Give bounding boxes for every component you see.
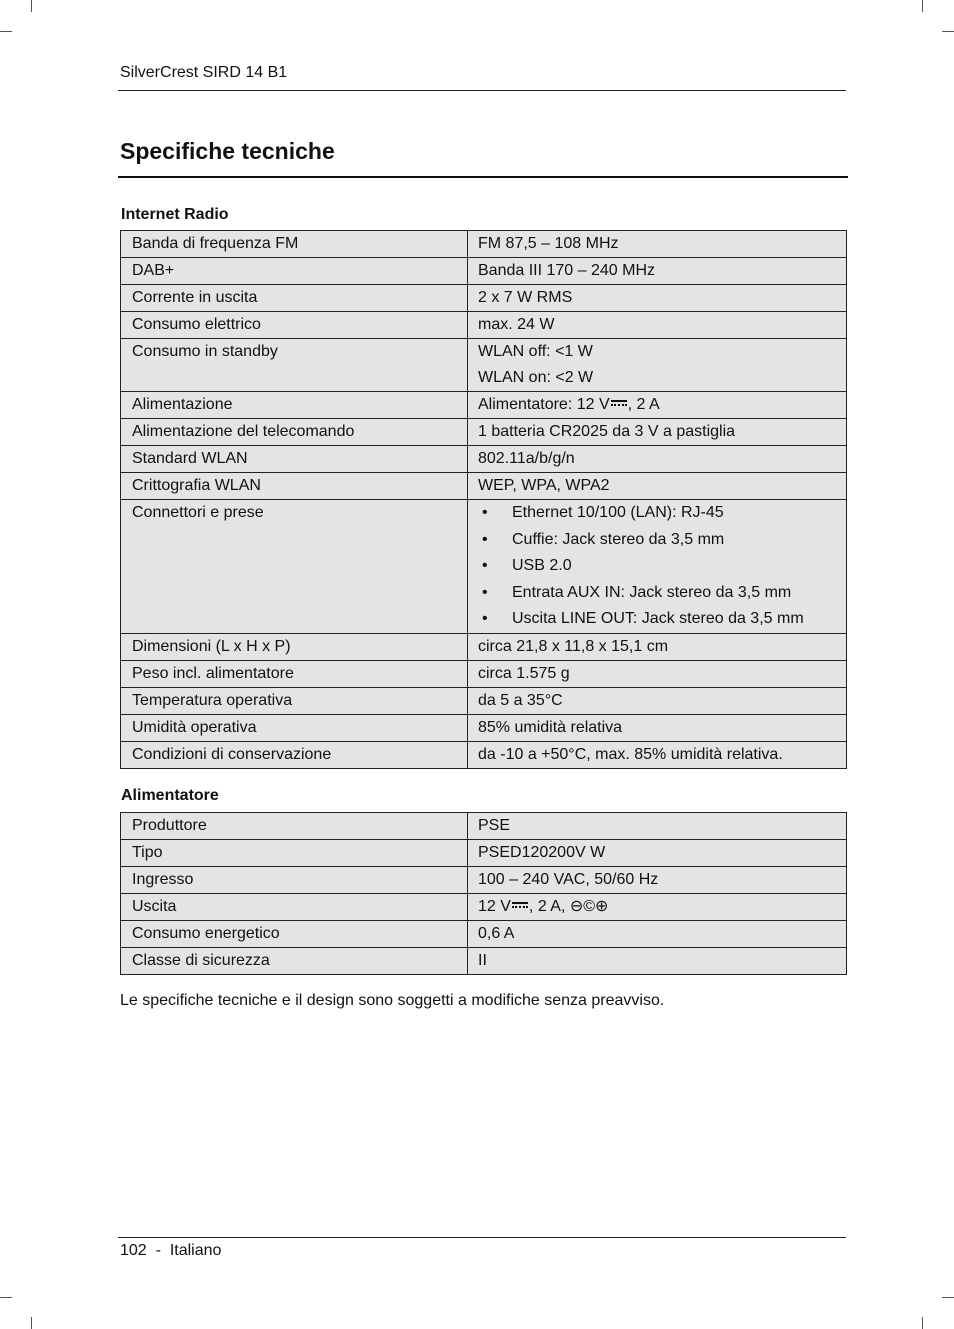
spec-value: 802.11a/b/g/n (468, 446, 847, 473)
spec-key: Umidità operativa (121, 714, 468, 741)
table-row (121, 285, 847, 312)
list-item (478, 527, 836, 554)
list-item-text: Cuffie: Jack stereo da 3,5 mm (512, 530, 725, 548)
table-row (121, 473, 847, 500)
spec-value: PSE (468, 813, 847, 840)
spec-value: 2 x 7 W RMS (468, 285, 847, 312)
bullet-icon: • (482, 557, 488, 575)
crop-mark (31, 1317, 32, 1329)
spec-value: PSED120200V W (468, 840, 847, 867)
dc-voltage-icon (611, 399, 627, 409)
list-item (478, 500, 836, 527)
spec-key: Condizioni di conservazione (121, 741, 468, 768)
spec-key: Peso incl. alimentatore (121, 660, 468, 687)
spec-value-text: 12 V (478, 898, 511, 915)
spec-key: Crittografia WLAN (121, 473, 468, 500)
spec-key: Tipo (121, 840, 468, 867)
spec-key: Standard WLAN (121, 446, 468, 473)
page-footer (120, 1242, 221, 1260)
bullet-icon: • (482, 530, 488, 548)
bullet-icon: • (482, 583, 488, 601)
page-number: 102 (120, 1242, 147, 1259)
section-label-alimentatore: Alimentatore (121, 787, 219, 804)
list-item (478, 606, 836, 633)
spec-value-line: WLAN on: <2 W (478, 369, 594, 386)
spec-value: da -10 a +50°C, max. 85% umidità relativa. (468, 741, 847, 768)
spec-value (468, 392, 847, 419)
table-row (121, 660, 847, 687)
spec-key: Corrente in uscita (121, 285, 468, 312)
spec-key: Uscita (121, 894, 468, 921)
footer-separator: - (155, 1242, 161, 1259)
table-row (121, 921, 847, 948)
spec-table-internet-radio (120, 230, 847, 769)
spec-key: Banda di frequenza FM (121, 231, 468, 258)
table-row (121, 419, 847, 446)
header-rule (118, 90, 846, 91)
title-rule (118, 176, 848, 178)
spec-key: Alimentazione del telecomando (121, 419, 468, 446)
spec-key: Temperatura operativa (121, 687, 468, 714)
section-label-internet-radio: Internet Radio (121, 206, 229, 223)
spec-value: 85% umidità relativa (468, 714, 847, 741)
table-row (121, 446, 847, 473)
spec-value: circa 1.575 g (468, 660, 847, 687)
spec-value: 1 batteria CR2025 da 3 V a pastiglia (468, 419, 847, 446)
table-row (121, 813, 847, 840)
table-row (121, 231, 847, 258)
table-row (121, 258, 847, 285)
spec-value: WEP, WPA, WPA2 (468, 473, 847, 500)
table-row (121, 312, 847, 339)
footer-language: Italiano (169, 1242, 222, 1259)
footer-rule (118, 1237, 846, 1238)
list-item-text: Uscita LINE OUT: Jack stereo da 3,5 mm (512, 610, 804, 628)
table-row (121, 500, 847, 634)
spec-key: Connettori e prese (121, 500, 468, 634)
spec-key: Alimentazione (121, 392, 468, 419)
crop-mark (922, 0, 923, 12)
spec-value-text: Alimentatore: 12 V (478, 396, 610, 413)
bullet-icon: • (482, 610, 488, 628)
list-item-text: Entrata AUX IN: Jack stereo da 3,5 mm (512, 583, 792, 601)
page-title: Specifiche tecniche (120, 138, 335, 164)
spec-value-text: , 2 A (627, 396, 660, 413)
spec-table-alimentatore (120, 812, 847, 975)
table-row (121, 894, 847, 921)
spec-value-text: , 2 A, ⊖©⊕ (528, 898, 609, 915)
footnote: Le specifiche tecniche e il design sono soggetti a modifiche senza preavviso. (120, 992, 665, 1009)
list-item (478, 580, 836, 607)
list-item (478, 553, 836, 580)
table-row (121, 948, 847, 975)
crop-mark (942, 31, 954, 32)
table-row (121, 840, 847, 867)
spec-value: max. 24 W (468, 312, 847, 339)
crop-mark (922, 1317, 923, 1329)
table-row (121, 867, 847, 894)
spec-value: FM 87,5 – 108 MHz (468, 231, 847, 258)
list-item-text: Ethernet 10/100 (LAN): RJ-45 (512, 504, 724, 521)
spec-value: circa 21,8 x 11,8 x 15,1 cm (468, 633, 847, 660)
spec-value (468, 894, 847, 921)
spec-value: da 5 a 35°C (468, 687, 847, 714)
connector-list (478, 500, 836, 633)
bullet-icon: • (482, 504, 488, 521)
spec-value (468, 500, 847, 634)
spec-key: Dimensioni (L x H x P) (121, 633, 468, 660)
list-item-text: USB 2.0 (512, 557, 572, 575)
table-row (121, 687, 847, 714)
crop-mark (0, 31, 12, 32)
spec-value-line: WLAN off: <1 W (478, 343, 593, 360)
table-row (121, 741, 847, 768)
spec-key: Consumo in standby (121, 339, 468, 392)
spec-key: DAB+ (121, 258, 468, 285)
spec-key: Ingresso (121, 867, 468, 894)
spec-key: Classe di sicurezza (121, 948, 468, 975)
spec-value: Banda III 170 – 240 MHz (468, 258, 847, 285)
table-row (121, 633, 847, 660)
crop-mark (0, 1297, 12, 1298)
spec-key: Consumo energetico (121, 921, 468, 948)
spec-value (468, 339, 847, 392)
spec-value: II (468, 948, 847, 975)
spec-value: 0,6 A (468, 921, 847, 948)
crop-mark (31, 0, 32, 12)
running-header: SilverCrest SIRD 14 B1 (120, 64, 288, 81)
table-row (121, 339, 847, 392)
spec-value: 100 – 240 VAC, 50/60 Hz (468, 867, 847, 894)
dc-voltage-icon (512, 901, 528, 911)
table-row (121, 392, 847, 419)
crop-mark (942, 1297, 954, 1298)
table-row (121, 714, 847, 741)
spec-key: Consumo elettrico (121, 312, 468, 339)
spec-key: Produttore (121, 813, 468, 840)
